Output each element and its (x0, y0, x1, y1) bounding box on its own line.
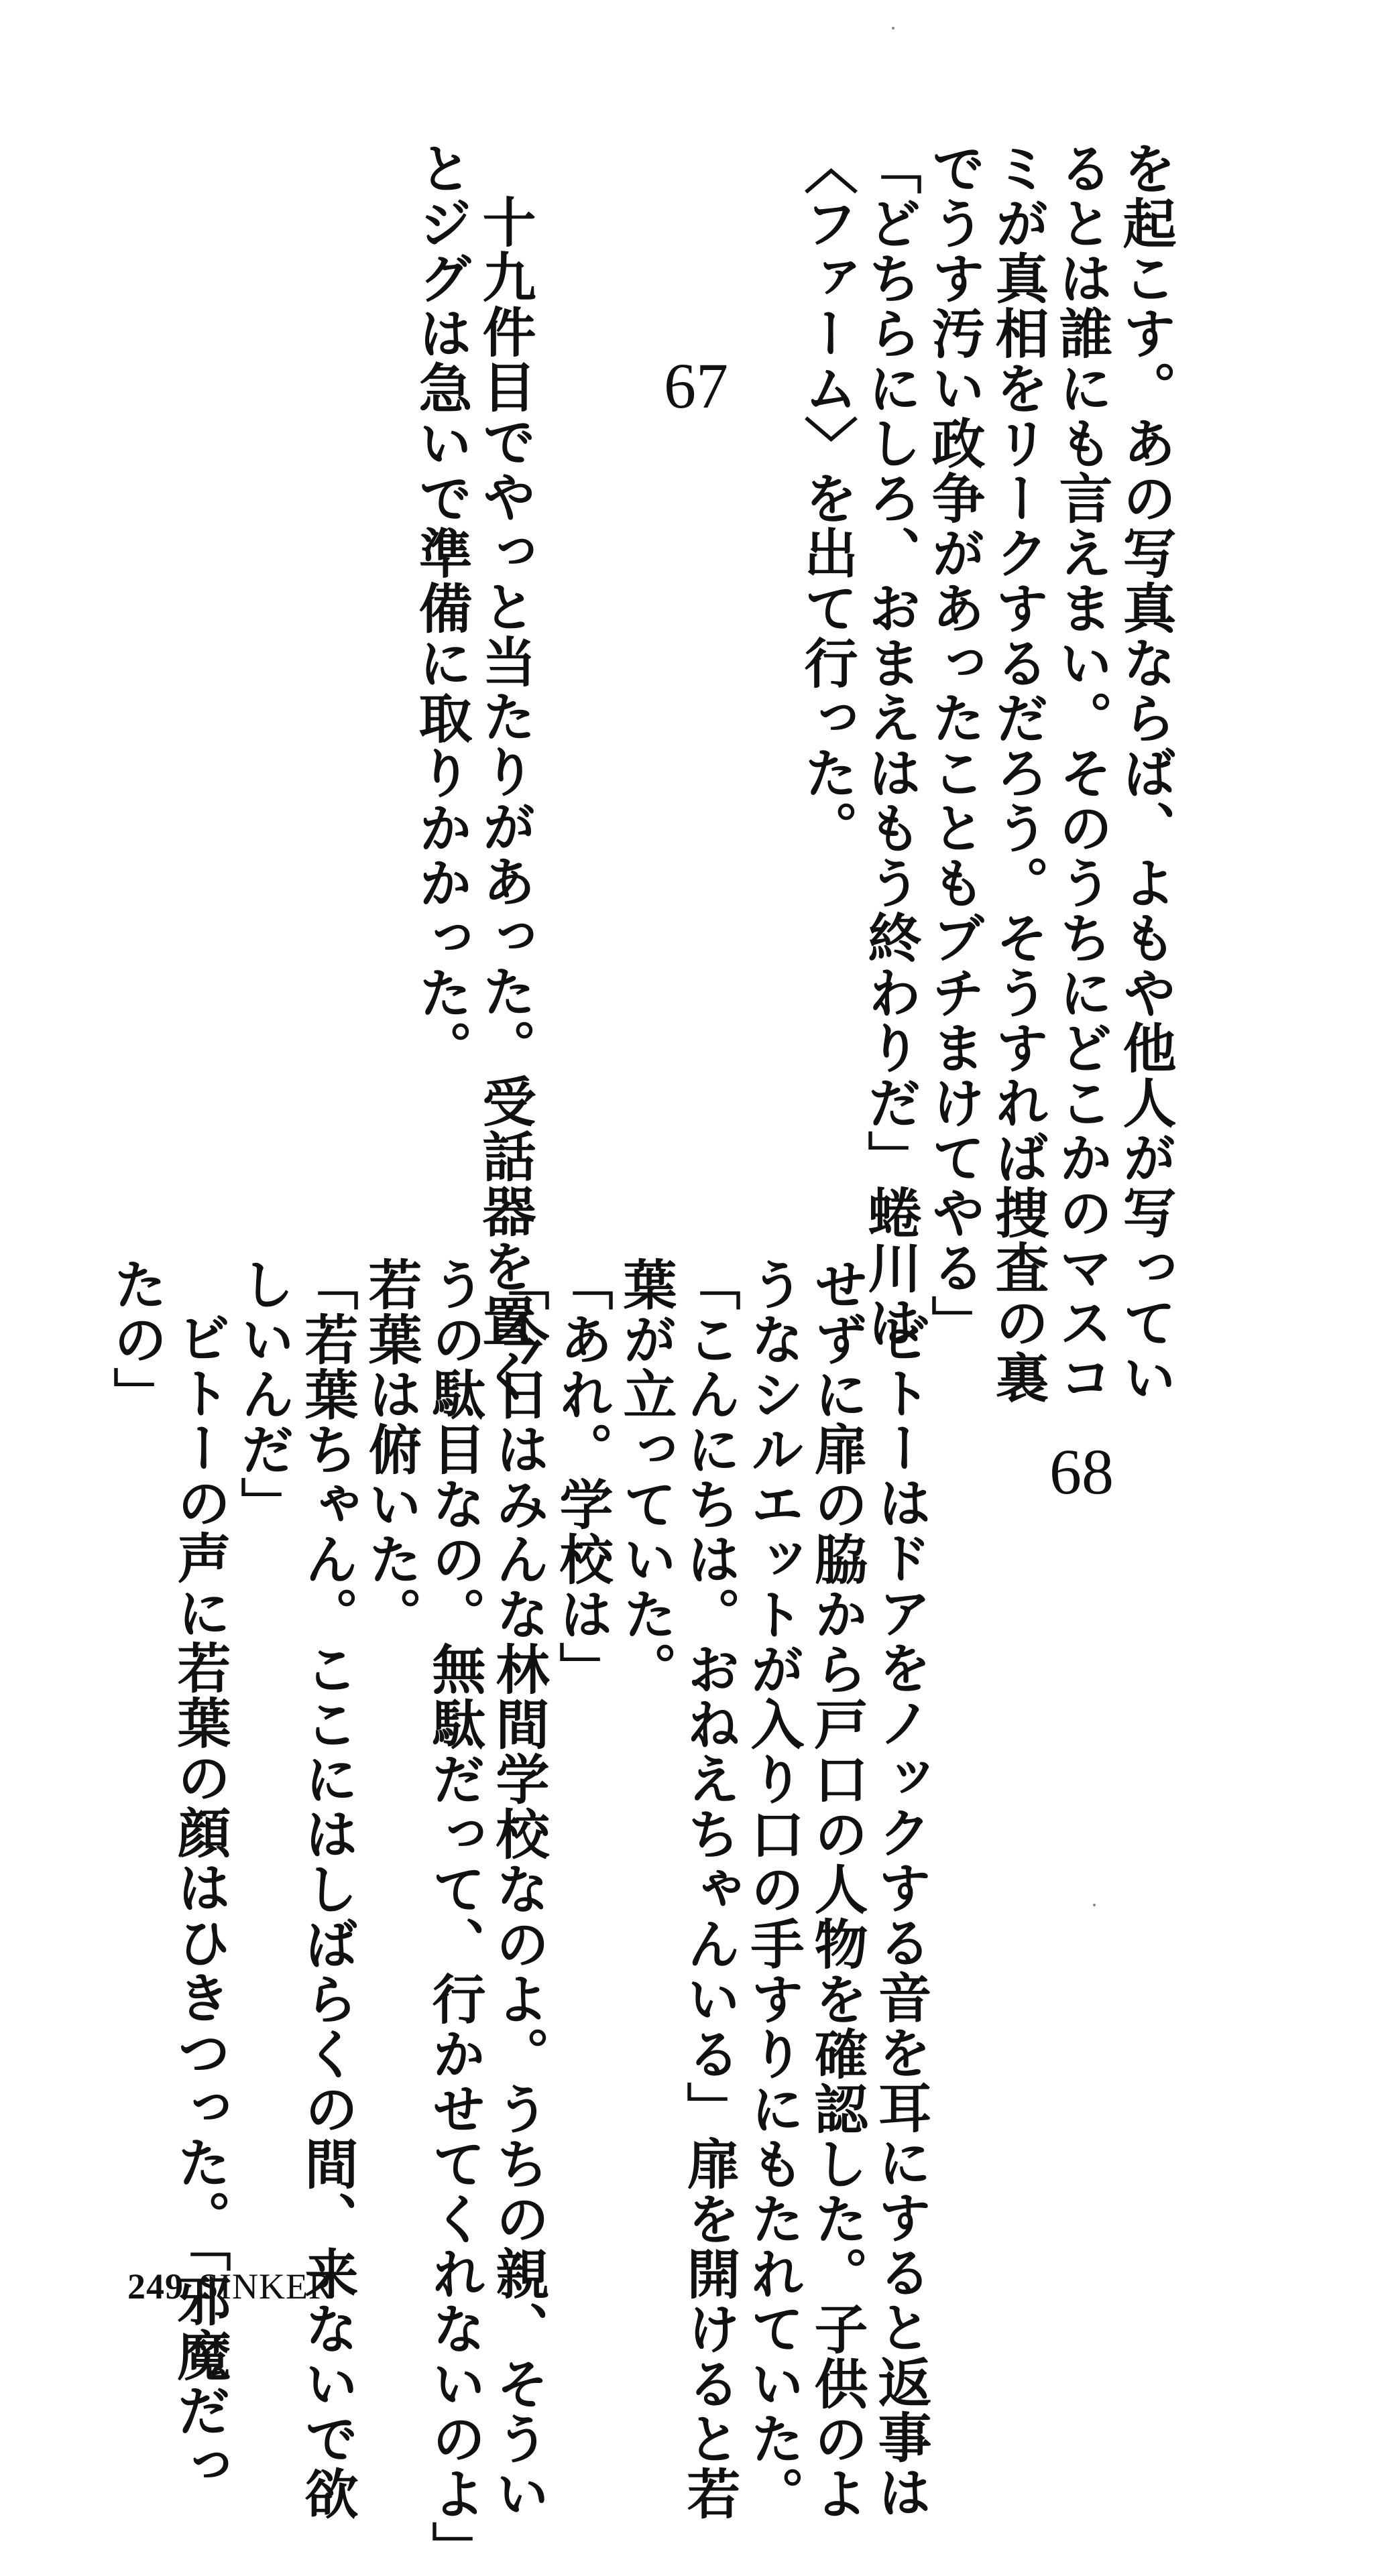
text-line: るとは誰にも言えまい。そのうちにどこかのマスコ (1050, 141, 1112, 1405)
text-line: ミが真相をリークするだろう。そうすれば捜査の裏 (986, 141, 1049, 1405)
text-line: 「若葉ちゃん。ここにはしばらくの間、来ないで欲 (296, 1257, 358, 2521)
book-title: SINKER (198, 2266, 334, 2307)
text-line: 「今日はみんな林間学校なのよ。うちの親、そうい (487, 1257, 549, 2521)
text-line: を起こす。あの写真ならば、よもや他人が写ってい (1114, 141, 1176, 1405)
page-footer (127, 2266, 333, 2307)
chapter-number: 67 (664, 350, 728, 422)
text-line: 葉が立っていた。 (614, 1257, 677, 1697)
text-line: 若葉は俯いた。 (359, 1257, 422, 1642)
text-line: 「どちらにしろ、おまえはもう終わりだ」蜷川は (859, 141, 921, 1350)
text-line: 十九件目でやっと当たりがあった。受話器を置く (473, 194, 536, 1404)
text-line: 「こんにちは。おねえちゃんいる」扉を開けると若 (678, 1257, 740, 2521)
text-line: 〈ファーム〉を出て行った。 (795, 141, 858, 855)
text-line: とジグは急いで準備に取りかかった。 (410, 141, 472, 1075)
text-line: でうす汚い政争があったこともブチまけてやる」 (923, 141, 985, 1350)
page-number: 249 (127, 2266, 184, 2307)
text-line: ビトーの声に若葉の顔はひきつった。「邪魔だっ (168, 1310, 231, 2493)
scan-speck (1093, 1904, 1096, 1906)
text-line: うの駄目なの。無駄だって、行かせてくれないのよ」 (423, 1257, 485, 2576)
text-line: たの」 (105, 1257, 167, 1422)
scan-speck (892, 27, 894, 29)
text-line: 「あれ。学校は」 (551, 1257, 613, 1697)
text-line: せずに扉の脇から戸口の人物を確認した。子供のよ (805, 1257, 868, 2521)
text-line: しいんだ」 (232, 1257, 294, 1532)
chapter-number: 68 (1049, 1436, 1114, 1508)
text-line: うなシルエットが入り口の手すりにもたれていた。 (742, 1257, 804, 2521)
text-line: ビトーはドアをノックする音を耳にすると返事は (869, 1310, 931, 2520)
